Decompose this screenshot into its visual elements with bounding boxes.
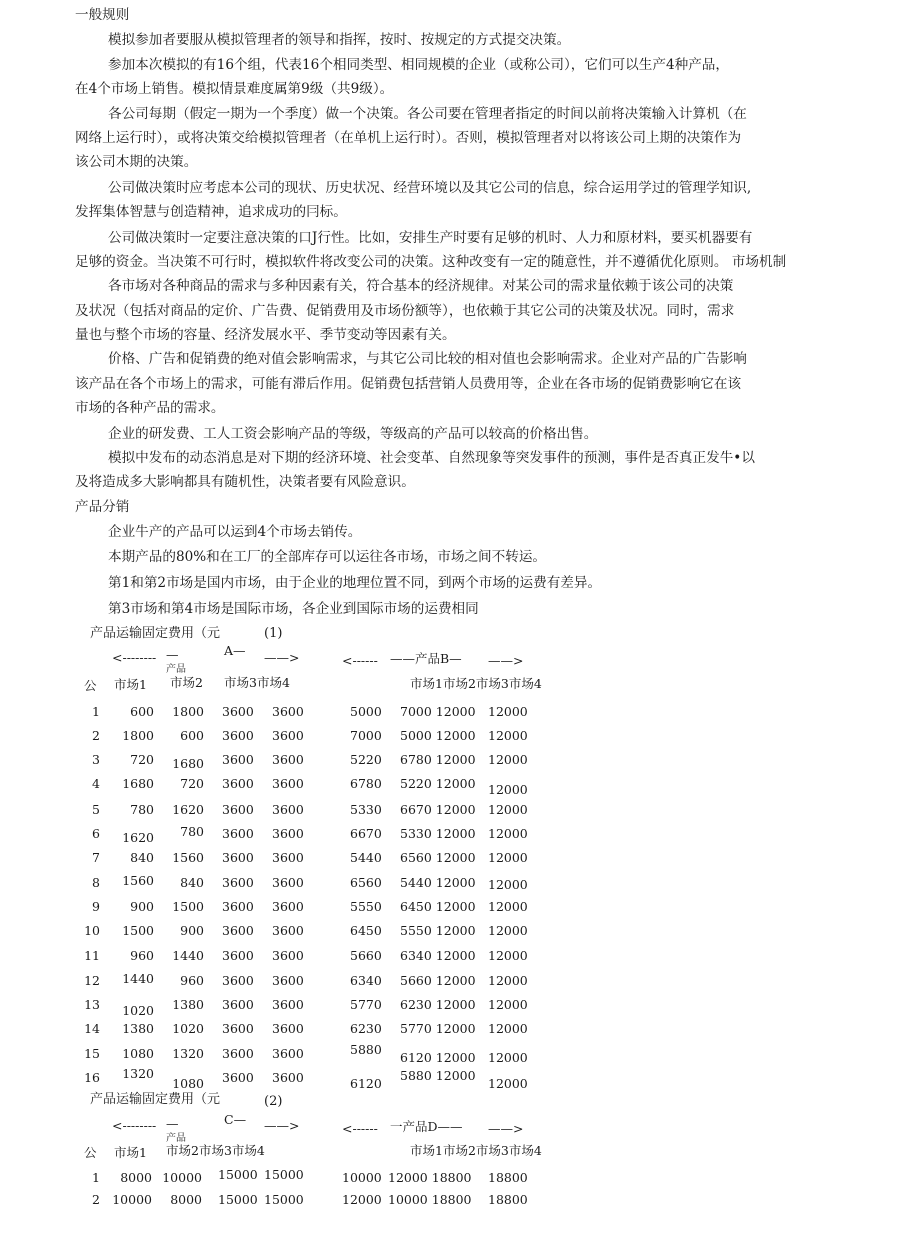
column-header: 市场2市场3市场4 bbox=[166, 1143, 265, 1158]
table-cell: 6120 12000 bbox=[400, 1050, 476, 1065]
table-cell: 1380 bbox=[122, 1021, 154, 1036]
paragraph-line: 企业的研发费、工人工资会影响产品的等级，等级高的产品可以较高的价格出售。 bbox=[108, 426, 598, 442]
paragraph-line: 企业牛产的产品可以运到4个市场去销传。 bbox=[108, 524, 362, 540]
table-cell: 6560 12000 bbox=[400, 850, 476, 865]
row-number: 15 bbox=[84, 1046, 100, 1061]
table-cell: 5770 12000 bbox=[400, 1021, 476, 1036]
clipped-label: 产品 bbox=[166, 1133, 186, 1144]
table-cell: 3600 bbox=[272, 1070, 304, 1085]
row-number: 5 bbox=[92, 802, 100, 817]
table-cell: 3600 bbox=[272, 704, 304, 719]
table-cell: 3600 bbox=[222, 899, 254, 914]
table-cell: 3600 bbox=[222, 1021, 254, 1036]
table-cell: 12000 bbox=[488, 782, 528, 797]
paragraph-line: 各公司每期（假定一期为一个季度）做一个决策。各公司要在管理者指定的时间以前将决策输入计算机（在 bbox=[108, 106, 747, 122]
table-cell: 12000 18800 bbox=[388, 1170, 472, 1185]
table-cell: 1080 bbox=[122, 1046, 154, 1061]
table-cell: 10000 bbox=[112, 1192, 152, 1207]
table-cell: 6340 12000 bbox=[400, 948, 476, 963]
table-cell: 3600 bbox=[222, 728, 254, 743]
row-number: 3 bbox=[92, 752, 100, 767]
table-cell: 1560 bbox=[122, 873, 154, 888]
table-cell: 12000 bbox=[342, 1192, 382, 1207]
table-cell: 18800 bbox=[488, 1170, 528, 1185]
table-cell: 5660 12000 bbox=[400, 973, 476, 988]
paragraph-line: 该产品在各个市场上的需求，可能有滞后作用。促销费包括营销人员费用等，企业在各市场的促销费影响它在该 bbox=[75, 376, 742, 392]
table-cell: 12000 bbox=[488, 1021, 528, 1036]
product-c-label: C— bbox=[224, 1112, 247, 1127]
row-number: 14 bbox=[84, 1021, 100, 1036]
table-cell: 12000 bbox=[488, 923, 528, 938]
table-cell: 12000 bbox=[488, 877, 528, 892]
table-cell: 1080 bbox=[172, 1076, 204, 1091]
table-cell: 3600 bbox=[272, 752, 304, 767]
table-cell: 3600 bbox=[272, 728, 304, 743]
table-cell: 900 bbox=[180, 923, 204, 938]
table-cell: 6780 bbox=[350, 776, 382, 791]
table-cell: 3600 bbox=[272, 875, 304, 890]
table-cell: 3600 bbox=[222, 704, 254, 719]
table-cell: 18800 bbox=[488, 1192, 528, 1207]
column-header: 市场1市场2市场3市场4 bbox=[410, 1143, 542, 1158]
table-cell: 3600 bbox=[222, 973, 254, 988]
paragraph-line: 模拟中发布的动态消息是对下期的经济环境、社会变革、自然现象等突发事件的预测，事件是否真正发牛•以 bbox=[108, 450, 755, 466]
table-cell: 12000 bbox=[488, 704, 528, 719]
row-number: 9 bbox=[92, 899, 100, 914]
table-cell: 6120 bbox=[350, 1076, 382, 1091]
arrow-right: ——> bbox=[488, 653, 524, 668]
arrow-dash: — bbox=[166, 1116, 179, 1131]
table-cell: 6450 bbox=[350, 923, 382, 938]
table-cell: 3600 bbox=[272, 776, 304, 791]
table-cell: 3600 bbox=[272, 802, 304, 817]
table-cell: 3600 bbox=[272, 899, 304, 914]
table-cell: 1680 bbox=[172, 756, 204, 771]
paragraph-line: 该公司木期的决策。 bbox=[75, 154, 198, 170]
row-number: 1 bbox=[92, 704, 100, 719]
arrow-right: ——> bbox=[488, 1121, 524, 1136]
paragraph-line: 发挥集体智慧与创造精神，追求成功的冃标。 bbox=[75, 204, 347, 220]
table-cell: 1620 bbox=[172, 802, 204, 817]
table-cell: 1380 bbox=[172, 997, 204, 1012]
table-cell: 1800 bbox=[172, 704, 204, 719]
paragraph-line: 网络上运行时），或将决策交给模拟管理者（在单机上运行时）。否则，模拟管理者对以将该公司上期的决策作为 bbox=[75, 130, 742, 146]
table-cell: 12000 bbox=[488, 997, 528, 1012]
table-cell: 720 bbox=[180, 776, 204, 791]
table-cell: 6450 12000 bbox=[400, 899, 476, 914]
table-cell: 12000 bbox=[488, 826, 528, 841]
row-number: 2 bbox=[92, 728, 100, 743]
table-cell: 5000 bbox=[350, 704, 382, 719]
product-a-label: A— bbox=[224, 643, 246, 658]
table-caption: 产品运输固定费用（元 bbox=[90, 1092, 221, 1107]
column-header: 市场2 bbox=[170, 675, 203, 690]
table-cell: 1500 bbox=[172, 899, 204, 914]
table-cell: 8000 bbox=[170, 1192, 202, 1207]
paragraph-line: 量也与整个市场的容量、经济发展水平、季节变动等因素有关。 bbox=[75, 327, 456, 343]
table-cell: 3600 bbox=[222, 875, 254, 890]
table-cell: 6230 bbox=[350, 1021, 382, 1036]
arrow-left: <------ bbox=[342, 1121, 378, 1136]
row-number: 12 bbox=[84, 973, 100, 988]
table-cell: 5440 12000 bbox=[400, 875, 476, 890]
paragraph-line: 第1和第2市场是国内市场，由于企业的地理位置不同，到两个市场的运费有差异。 bbox=[108, 575, 602, 591]
table-cell: 6670 bbox=[350, 826, 382, 841]
table-cell: 3600 bbox=[222, 948, 254, 963]
clipped-label: 产品 bbox=[166, 664, 186, 675]
table-cell: 10000 bbox=[162, 1170, 202, 1185]
table-cell: 12000 bbox=[488, 850, 528, 865]
paragraph-line: 及将造成多大影响都具有随机性，决策者要有风险意识。 bbox=[75, 474, 415, 490]
table-cell: 1320 bbox=[122, 1066, 154, 1081]
table-cell: 600 bbox=[130, 704, 154, 719]
table-cell: 1800 bbox=[122, 728, 154, 743]
table-cell: 12000 bbox=[488, 728, 528, 743]
table-cell: 3600 bbox=[272, 850, 304, 865]
table-cell: 5770 bbox=[350, 997, 382, 1012]
table-cell: 5220 bbox=[350, 752, 382, 767]
table-cell: 12000 bbox=[488, 948, 528, 963]
paragraph-line: 模拟参加者要服从模拟管理者的领导和指挥，按时、按规定的方式提交决策。 bbox=[108, 32, 571, 48]
table-cell: 3600 bbox=[222, 997, 254, 1012]
table-cell: 3600 bbox=[222, 1070, 254, 1085]
row-number: 8 bbox=[92, 875, 100, 890]
column-header: 市场1 bbox=[114, 1145, 147, 1160]
arrow-left: <-------- bbox=[112, 1118, 157, 1133]
table-cell: 5330 bbox=[350, 802, 382, 817]
table-cell: 6670 12000 bbox=[400, 802, 476, 817]
table-cell: 5330 12000 bbox=[400, 826, 476, 841]
table-cell: 6560 bbox=[350, 875, 382, 890]
table-cell: 3600 bbox=[272, 826, 304, 841]
table-cell: 3600 bbox=[272, 923, 304, 938]
paragraph-line: 及状况（包括对商品的定价、广告费、促销费用及市场份额等），也依赖于其它公司的决策及状况。同时，需求 bbox=[75, 303, 735, 319]
table-cell: 1620 bbox=[122, 830, 154, 845]
table-cell: 1320 bbox=[172, 1046, 204, 1061]
table-cell: 6780 12000 bbox=[400, 752, 476, 767]
arrow-right: ——> bbox=[264, 1118, 300, 1133]
column-header: 市场1市场2市场3市场4 bbox=[410, 676, 542, 691]
table-cell: 7000 12000 bbox=[400, 704, 476, 719]
paragraph-line: 公司做决策时应考虑本公司的现状、历史状况、经营环境以及其它公司的信息，综合运用学过的管理学知识, bbox=[108, 180, 752, 196]
paragraph-line: 市场的各种产品的需求。 bbox=[75, 400, 225, 416]
table-cell: 3600 bbox=[272, 973, 304, 988]
paragraph-line: 参加本次模拟的有16个组，代表16个相同类型、相同规模的企业（或称公司），它们可以生产4种产品， bbox=[108, 57, 729, 73]
table-cell: 3600 bbox=[272, 1046, 304, 1061]
table-cell: 3600 bbox=[222, 776, 254, 791]
column-header-company: 公 bbox=[84, 678, 97, 693]
paragraph-line: 各市场对各种商品的需求与多种因素有关，符合基本的经济规律。对某公司的需求量依赖于该公司的决策 bbox=[108, 278, 734, 294]
table-cell: 15000 bbox=[264, 1192, 304, 1207]
table-cell: 6230 12000 bbox=[400, 997, 476, 1012]
row-number: 16 bbox=[84, 1070, 100, 1085]
table-cell: 1020 bbox=[172, 1021, 204, 1036]
paragraph-line: 价格、广告和促销费的绝对值会影响需求，与其它公司比较的相对值也会影响需求。企业对产品的广告影响 bbox=[108, 351, 747, 367]
table-cell: 15000 bbox=[218, 1192, 258, 1207]
arrow-dash: — bbox=[166, 647, 179, 662]
table-cell: 5220 12000 bbox=[400, 776, 476, 791]
table-cell: 5440 bbox=[350, 850, 382, 865]
table-cell: 600 bbox=[180, 728, 204, 743]
table-cell: 5000 12000 bbox=[400, 728, 476, 743]
paragraph-line: 公司做决策时一定要注意决策的口J行性。比如，安排生产时要有足够的机时、人力和原材料，要买机器要有 bbox=[108, 230, 753, 246]
column-header: 市场3市场4 bbox=[224, 675, 290, 690]
section-heading-general-rules: 一般规则 bbox=[75, 7, 130, 23]
section-heading-distribution: 产品分销 bbox=[75, 499, 130, 515]
table-cell: 6340 bbox=[350, 973, 382, 988]
table-cell: 1680 bbox=[122, 776, 154, 791]
column-header: 市场1 bbox=[114, 677, 147, 692]
table-cell: 900 bbox=[130, 899, 154, 914]
table-cell: 1440 bbox=[122, 971, 154, 986]
table-cell: 3600 bbox=[222, 1046, 254, 1061]
arrow-right: ——> bbox=[264, 650, 300, 665]
row-number: 11 bbox=[84, 948, 100, 963]
row-number: 1 bbox=[92, 1170, 100, 1185]
column-header-company: 公 bbox=[84, 1145, 97, 1160]
table-cell: 12000 bbox=[488, 1050, 528, 1065]
table-cell: 3600 bbox=[222, 802, 254, 817]
row-number: 13 bbox=[84, 997, 100, 1012]
table-cell: 1500 bbox=[122, 923, 154, 938]
table-cell: 5880 12000 bbox=[400, 1068, 476, 1083]
table-cell: 5550 bbox=[350, 899, 382, 914]
table-cell: 3600 bbox=[222, 752, 254, 767]
arrow-left: <------ bbox=[342, 653, 378, 668]
table-cell: 12000 bbox=[488, 899, 528, 914]
product-b-label: ——产品B— bbox=[390, 651, 462, 666]
product-d-label: 一产品D—— bbox=[390, 1119, 463, 1134]
table-cell: 3600 bbox=[222, 850, 254, 865]
table-cell: 8000 bbox=[120, 1170, 152, 1185]
table-cell: 12000 bbox=[488, 973, 528, 988]
row-number: 4 bbox=[92, 776, 100, 791]
table-cell: 960 bbox=[180, 973, 204, 988]
paragraph-line: 足够的资金。当决策不可行时，模拟软件将改变公司的决策。这种改变有一定的随意性，并不遵循优化原则。 市场机制 bbox=[75, 254, 787, 270]
row-number: 10 bbox=[84, 923, 100, 938]
table-caption: 产品运输固定费用（元 bbox=[90, 626, 221, 641]
paragraph-line: 本期产品的80%和在工厂的全部库存可以运往各市场，市场之间不转运。 bbox=[108, 549, 547, 565]
table-cell: 5660 bbox=[350, 948, 382, 963]
table-cell: 780 bbox=[180, 824, 204, 839]
table-cell: 5880 bbox=[350, 1042, 382, 1057]
table-cell: 3600 bbox=[272, 1021, 304, 1036]
table-cell: 12000 bbox=[488, 752, 528, 767]
paragraph-line: 在4个市场上销售。模拟情景难度属第9级（共9级）。 bbox=[75, 81, 394, 97]
table-cell: 3600 bbox=[272, 948, 304, 963]
table-cell: 720 bbox=[130, 752, 154, 767]
row-number: 7 bbox=[92, 850, 100, 865]
table-cell: 15000 bbox=[218, 1167, 258, 1182]
table-cell: 12000 bbox=[488, 1076, 528, 1091]
table-cell: 10000 18800 bbox=[388, 1192, 472, 1207]
arrow-left: <-------- bbox=[112, 650, 157, 665]
table-cell: 1020 bbox=[122, 1003, 154, 1018]
table-cell: 10000 bbox=[342, 1170, 382, 1185]
table-caption-number: (1) bbox=[264, 626, 283, 641]
table-cell: 3600 bbox=[222, 826, 254, 841]
row-number: 6 bbox=[92, 826, 100, 841]
table-cell: 840 bbox=[180, 875, 204, 890]
table-cell: 840 bbox=[130, 850, 154, 865]
table-cell: 12000 bbox=[488, 802, 528, 817]
table-caption-number: (2) bbox=[264, 1094, 283, 1109]
table-cell: 780 bbox=[130, 802, 154, 817]
table-cell: 3600 bbox=[222, 923, 254, 938]
paragraph-line: 第3市场和第4市场是国际市场，各企业到国际市场的运费相同 bbox=[108, 601, 479, 617]
row-number: 2 bbox=[92, 1192, 100, 1207]
table-cell: 7000 bbox=[350, 728, 382, 743]
table-cell: 1560 bbox=[172, 850, 204, 865]
table-cell: 960 bbox=[130, 948, 154, 963]
table-cell: 5550 12000 bbox=[400, 923, 476, 938]
table-cell: 15000 bbox=[264, 1167, 304, 1182]
table-cell: 3600 bbox=[272, 997, 304, 1012]
table-cell: 1440 bbox=[172, 948, 204, 963]
